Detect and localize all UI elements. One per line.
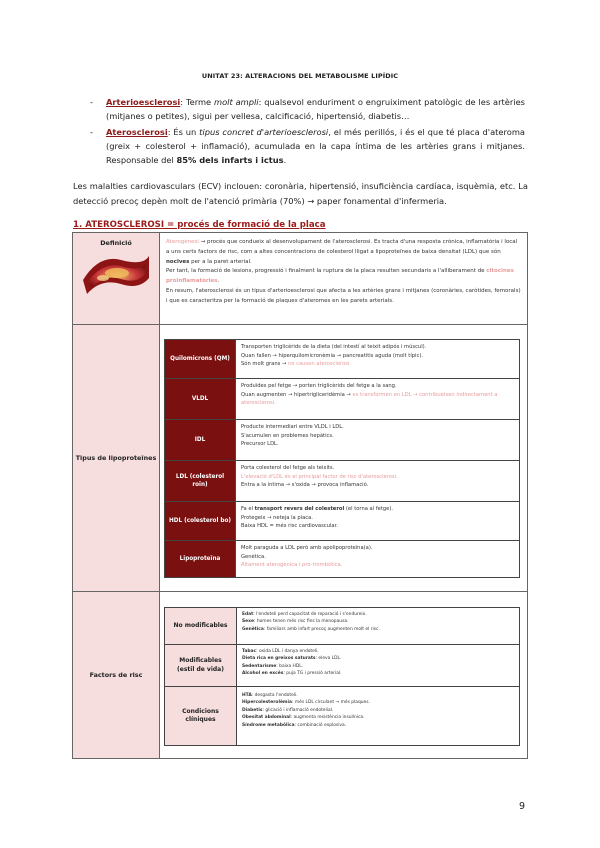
text: Són molt grans →	[241, 361, 288, 368]
text-line: Entra a la íntima → s'oxida → provoca inflamació.	[241, 482, 369, 489]
lipoproteines-table	[164, 339, 520, 578]
text: : familiars amb infart precoç augmenten molt el risc.	[263, 626, 380, 632]
bullet-dash: -	[90, 97, 93, 107]
factor-items	[237, 687, 519, 745]
factor-item	[242, 722, 515, 729]
text: Fa el	[241, 506, 255, 512]
text: : eleva LDL.	[315, 656, 342, 662]
text: En resum, l'aterosclerosi és un tipus d'arterioesclerosi que afecta a les artèries grans i mitjanes (coronàries, caròtides, femorals) i que es caracteritza per la formació de plaques d'ateromes en les parets arterials.	[166, 287, 521, 304]
text: : puja TG i pressió arterial.	[283, 671, 342, 677]
factors-label-cell	[73, 592, 160, 758]
text-line: Baixa HDL = més risc cardiovascular.	[241, 523, 338, 530]
summary-table	[72, 232, 528, 759]
highlight-text: L'elevació d'LDL és el principal factor de risc d'aterosclerosi.	[241, 473, 398, 480]
lipoprotein-description	[236, 420, 519, 460]
factor-item	[242, 692, 515, 699]
term-citocines: citocines proinflamatòries	[166, 268, 514, 285]
factor-item	[242, 707, 515, 714]
factor-item	[242, 648, 515, 655]
factor-item	[242, 626, 515, 633]
definicio-label-cell	[73, 233, 160, 324]
bold-text: Alcohol en excés	[242, 671, 284, 677]
factors-label: Factors de risc	[89, 671, 143, 679]
factor-item	[242, 663, 515, 670]
intro-paragraph: Les malalties cardiovasculars (ECV) inclouen: coronària, hipertensió, insuficiència cardíaca, isquèmia, etc. La detecció precoç depèn molt de l'atenció primària (70%) → paper fonamental d'infermeria.	[73, 181, 528, 206]
lipoprotein-name: VLDL	[165, 379, 236, 419]
bold-text: Edat	[242, 612, 254, 617]
term-aterosclerosi: Aterosclerosi	[106, 127, 168, 137]
lipoprotein-name: Lipoproteïna	[165, 541, 236, 577]
lipoproteines-label: Tipus de lipoproteïnes	[75, 454, 157, 462]
factors-table	[164, 607, 520, 746]
lipoprotein-name: IDL	[165, 420, 236, 460]
bold-text: Síndrome metabòlica	[242, 722, 295, 728]
bold-text: Tabac	[242, 649, 257, 654]
lipoproteines-content	[160, 325, 527, 591]
bold-text: nocives	[166, 258, 190, 265]
text: : més LDL circulant → més plaques.	[291, 700, 370, 706]
text: : combinació explosiva.	[294, 722, 347, 728]
page-number: 9	[519, 801, 526, 812]
factor-item	[242, 714, 515, 721]
text-line: Genètica.	[241, 553, 266, 560]
italic-text: molt ampli	[214, 97, 259, 107]
list-item	[90, 95, 525, 123]
text-line	[241, 360, 515, 369]
factor-group-name: Condicions clíniques	[165, 687, 237, 745]
term-aterogenesi: Aterogènesi	[166, 239, 199, 245]
factor-item	[242, 699, 515, 706]
bold-text: Sedentarisme	[242, 663, 277, 669]
table-row	[165, 379, 519, 419]
lipoprotein-description	[236, 502, 519, 540]
text: per a la paret arterial.	[189, 258, 252, 265]
artery-illustration	[81, 250, 151, 296]
bold-text: Obesitat abdominal	[242, 715, 291, 721]
text: .	[217, 278, 220, 285]
text: :	[180, 97, 186, 107]
lipoproteines-label-cell	[73, 325, 160, 591]
factor-item	[242, 611, 515, 618]
text-line: Transporten triglicèrids de la dieta (del intestí al teixit adipós i múscul).	[241, 344, 427, 350]
text: .	[283, 155, 287, 165]
bold-text: Sexe	[242, 619, 254, 625]
factor-group-name: Modificables (estil de vida)	[165, 645, 237, 686]
text: (el torna al fetge).	[344, 506, 394, 512]
factors-content	[160, 592, 527, 758]
bold-text: Diabetis	[242, 707, 263, 713]
section-title: 1. ATEROSCLEROSI = procés de formació de la placa	[73, 220, 326, 230]
text: Terme	[185, 97, 214, 107]
text: : oxida LDL i danya endoteli.	[256, 649, 319, 654]
bold-text: HTA	[242, 693, 252, 698]
text: → procés que condueix al desenvolupament de l'aterosclerosi. Es tracta d'una resposta crònica, inflamatòria i local a uns certs factors de risc, com a altes concentracions de colesterol lligat a lipoproteïnes de baixa densitat (LDL) que són	[166, 239, 518, 255]
text: :	[167, 127, 174, 137]
text: : homes tenen més risc fins la menopausa.	[253, 619, 349, 625]
lipoprotein-description	[236, 379, 519, 419]
text-line: Producte intermediari entre VLDL i LDL.	[241, 424, 344, 430]
lipoprotein-description	[236, 461, 519, 501]
italic-text: tipus concret d'arterioesclerosi	[199, 127, 329, 137]
bold-text: transport revers del colesterol	[254, 506, 345, 512]
bold-text: Genètica	[242, 626, 264, 632]
text-line: Molt paraguda a LDL però amb apolipoproteïna(a).	[241, 545, 373, 551]
bullet-dash: -	[90, 127, 93, 137]
bold-text: Dieta rica en greixos saturats	[242, 656, 316, 662]
text: Per tant, la formació de lesions, progressió i finalment la ruptura de la placa resulten secundaris a l'alliberament de	[166, 268, 487, 275]
text: : baixa HDL.	[276, 663, 304, 669]
bold-text: 85% dels infarts i ictus	[176, 155, 284, 165]
text: : l'endoteli perd capacitat de reparació i s'endureix.	[253, 612, 367, 617]
text: És un	[173, 127, 200, 137]
lipoprotein-name: HDL (colesterol bo)	[165, 502, 236, 540]
factor-group-name: No modificables	[165, 608, 237, 644]
text: : desgasta l'endoteli.	[251, 693, 298, 698]
text: : qualsevol enduriment o engruiximent patològic de les artèries (mitjanes o petites), sigui per vellesa, calcificació, hipertensió, diabetis…	[106, 97, 525, 121]
table-row	[165, 608, 519, 644]
table-row	[165, 645, 519, 686]
factor-item	[242, 618, 515, 625]
text-line: Produïdes pel fetge → porten triglicèrids del fetge a la sang.	[241, 383, 397, 389]
highlight-text: es transformen en LDL → contribueixen indirectament a aterosclerosi.	[241, 391, 498, 407]
text-line: S'acumulen en problemes hepàtics.	[241, 432, 334, 439]
text: , el més perillós, i és el que té placa d'ateroma (greix + colesterol + inflamació), acumulada en la capa íntima de les artèries grans i mitjanes. Responsable del	[106, 127, 525, 165]
factor-item	[242, 655, 515, 662]
highlight-text: Altament aterogènica i pro-trombòtica.	[241, 562, 343, 569]
lipoprotein-description	[236, 541, 519, 577]
table-row	[165, 502, 519, 540]
text: : glicació i inflamació endotelial.	[262, 707, 334, 713]
definicio-label: Definició	[100, 239, 132, 247]
text-line	[241, 391, 515, 408]
highlight-text: no causen aterosclerosi.	[288, 361, 352, 368]
text-line: Protegeix → neteja la placa.	[241, 514, 313, 521]
lipoprotein-description	[236, 340, 519, 378]
definicio-content	[160, 233, 527, 324]
table-row	[165, 687, 519, 745]
list-item	[90, 125, 525, 167]
lipoprotein-name: LDL (colesterol roïn)	[165, 461, 236, 501]
text-line	[241, 505, 515, 514]
table-row	[165, 461, 519, 501]
term-arterioesclerosi: Arterioesclerosi	[106, 97, 181, 107]
text: Quan augmenten → hipertrigliceridèmia →	[241, 391, 353, 398]
text-line: Quan fallen → hiperquilomicronèmia → pancreatitis aguda (molt típic).	[241, 352, 424, 359]
text-line: Porta colesterol del fetge als teixits.	[241, 465, 335, 471]
page-header-title: UNITAT 23: ALTERACIONS DEL METABOLISME LIPÍDIC	[201, 72, 399, 80]
factor-items	[237, 645, 519, 686]
bold-text: Hipercolesterolèmia	[242, 700, 292, 706]
table-row	[165, 340, 519, 378]
table-row	[165, 420, 519, 460]
factor-item	[242, 670, 515, 677]
text-line: Precursor LDL.	[241, 441, 279, 448]
factor-items	[237, 608, 519, 644]
definicio-text	[160, 233, 527, 307]
definitions-list	[90, 95, 525, 169]
table-row	[165, 541, 519, 577]
lipoprotein-name: Quilomicrons (QM)	[165, 340, 236, 378]
text: : augmenta resistència insulínica.	[290, 715, 365, 721]
